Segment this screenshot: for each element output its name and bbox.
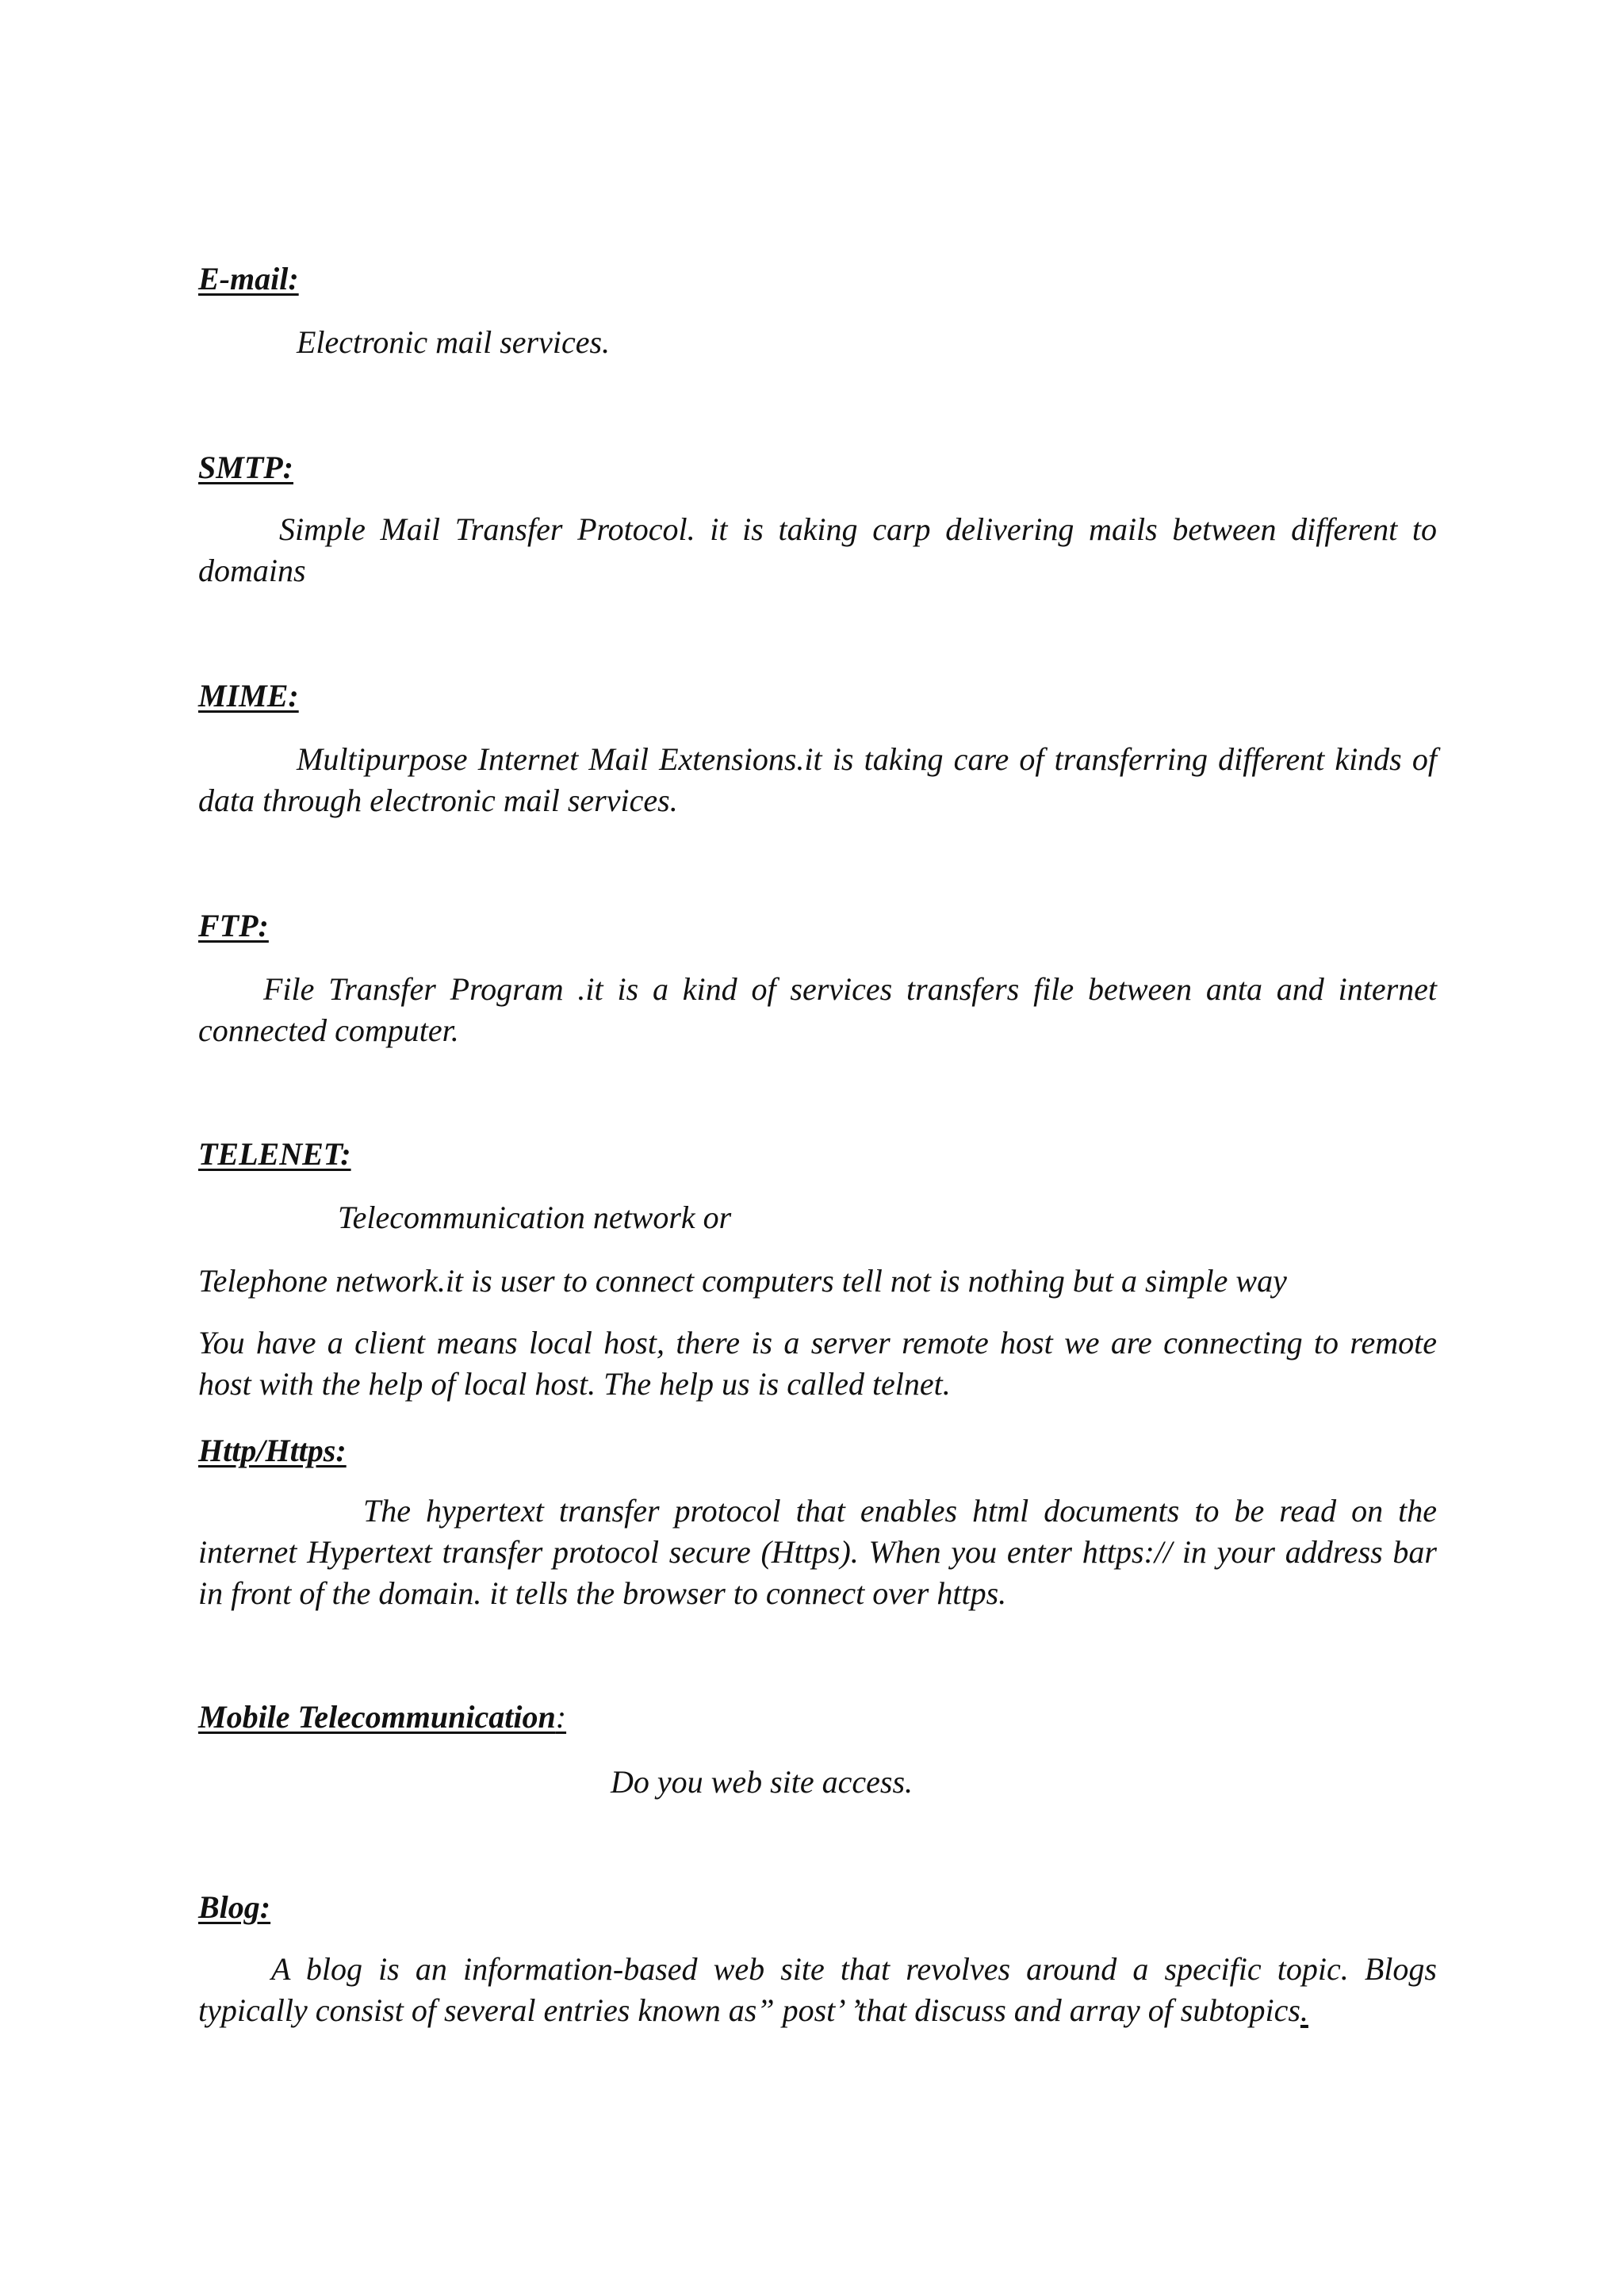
heading-http-https: Http/Https: <box>198 1433 347 1468</box>
heading-telenet: TELENET: <box>198 1136 351 1172</box>
email-description: Electronic mail services. <box>297 324 611 360</box>
http-https-description: The hypertext transfer protocol that enables html documents to be read on the internet Hypertext transfer protocol secure (Https). When you enter https:// in your address bar in front of the domain. it tells the browser to connect over https. <box>198 1493 1437 1611</box>
telenet-line-2: Telephone network.it is user to connect computers tell not is nothing but a simple way <box>198 1263 1287 1299</box>
heading-email: E-mail: <box>198 261 299 297</box>
blog-description <box>198 1949 1437 2031</box>
smtp-description: Simple Mail Transfer Protocol. it is taking carp delivering mails between different to domains <box>198 511 1437 588</box>
telenet-paragraph: You have a client means local host, there is a server remote host we are connecting to remote host with the help of local host. The help us is called telnet. <box>198 1325 1437 1402</box>
heading-smtp: SMTP: <box>198 450 293 485</box>
mime-description: Multipurpose Internet Mail Extensions.it is taking care of transferring different kinds of data through electronic mail services. <box>198 741 1437 818</box>
heading-mobile-telecommunication <box>198 1697 566 1738</box>
heading-ftp: FTP: <box>198 908 269 943</box>
ftp-description: File Transfer Program .it is a kind of services transfers file between anta and internet connected computer. <box>198 971 1437 1048</box>
telenet-line-1: Telecommunication network or <box>338 1200 732 1235</box>
blog-description-period: . <box>1300 1992 1308 2028</box>
mobile-telecommunication-description: Do you web site access. <box>611 1764 914 1800</box>
heading-mime: MIME: <box>198 678 299 714</box>
mobile-telecommunication-title: Mobile Telecommunication <box>198 1699 556 1735</box>
blog-description-text: A blog is an information-based web site that revolves around a specific topic. Blogs typically consist of several entries known as” post’ ’that discuss and array of subtopics <box>198 1951 1437 2028</box>
heading-blog: Blog: <box>198 1889 271 1925</box>
mobile-telecommunication-colon: : <box>555 1699 567 1735</box>
